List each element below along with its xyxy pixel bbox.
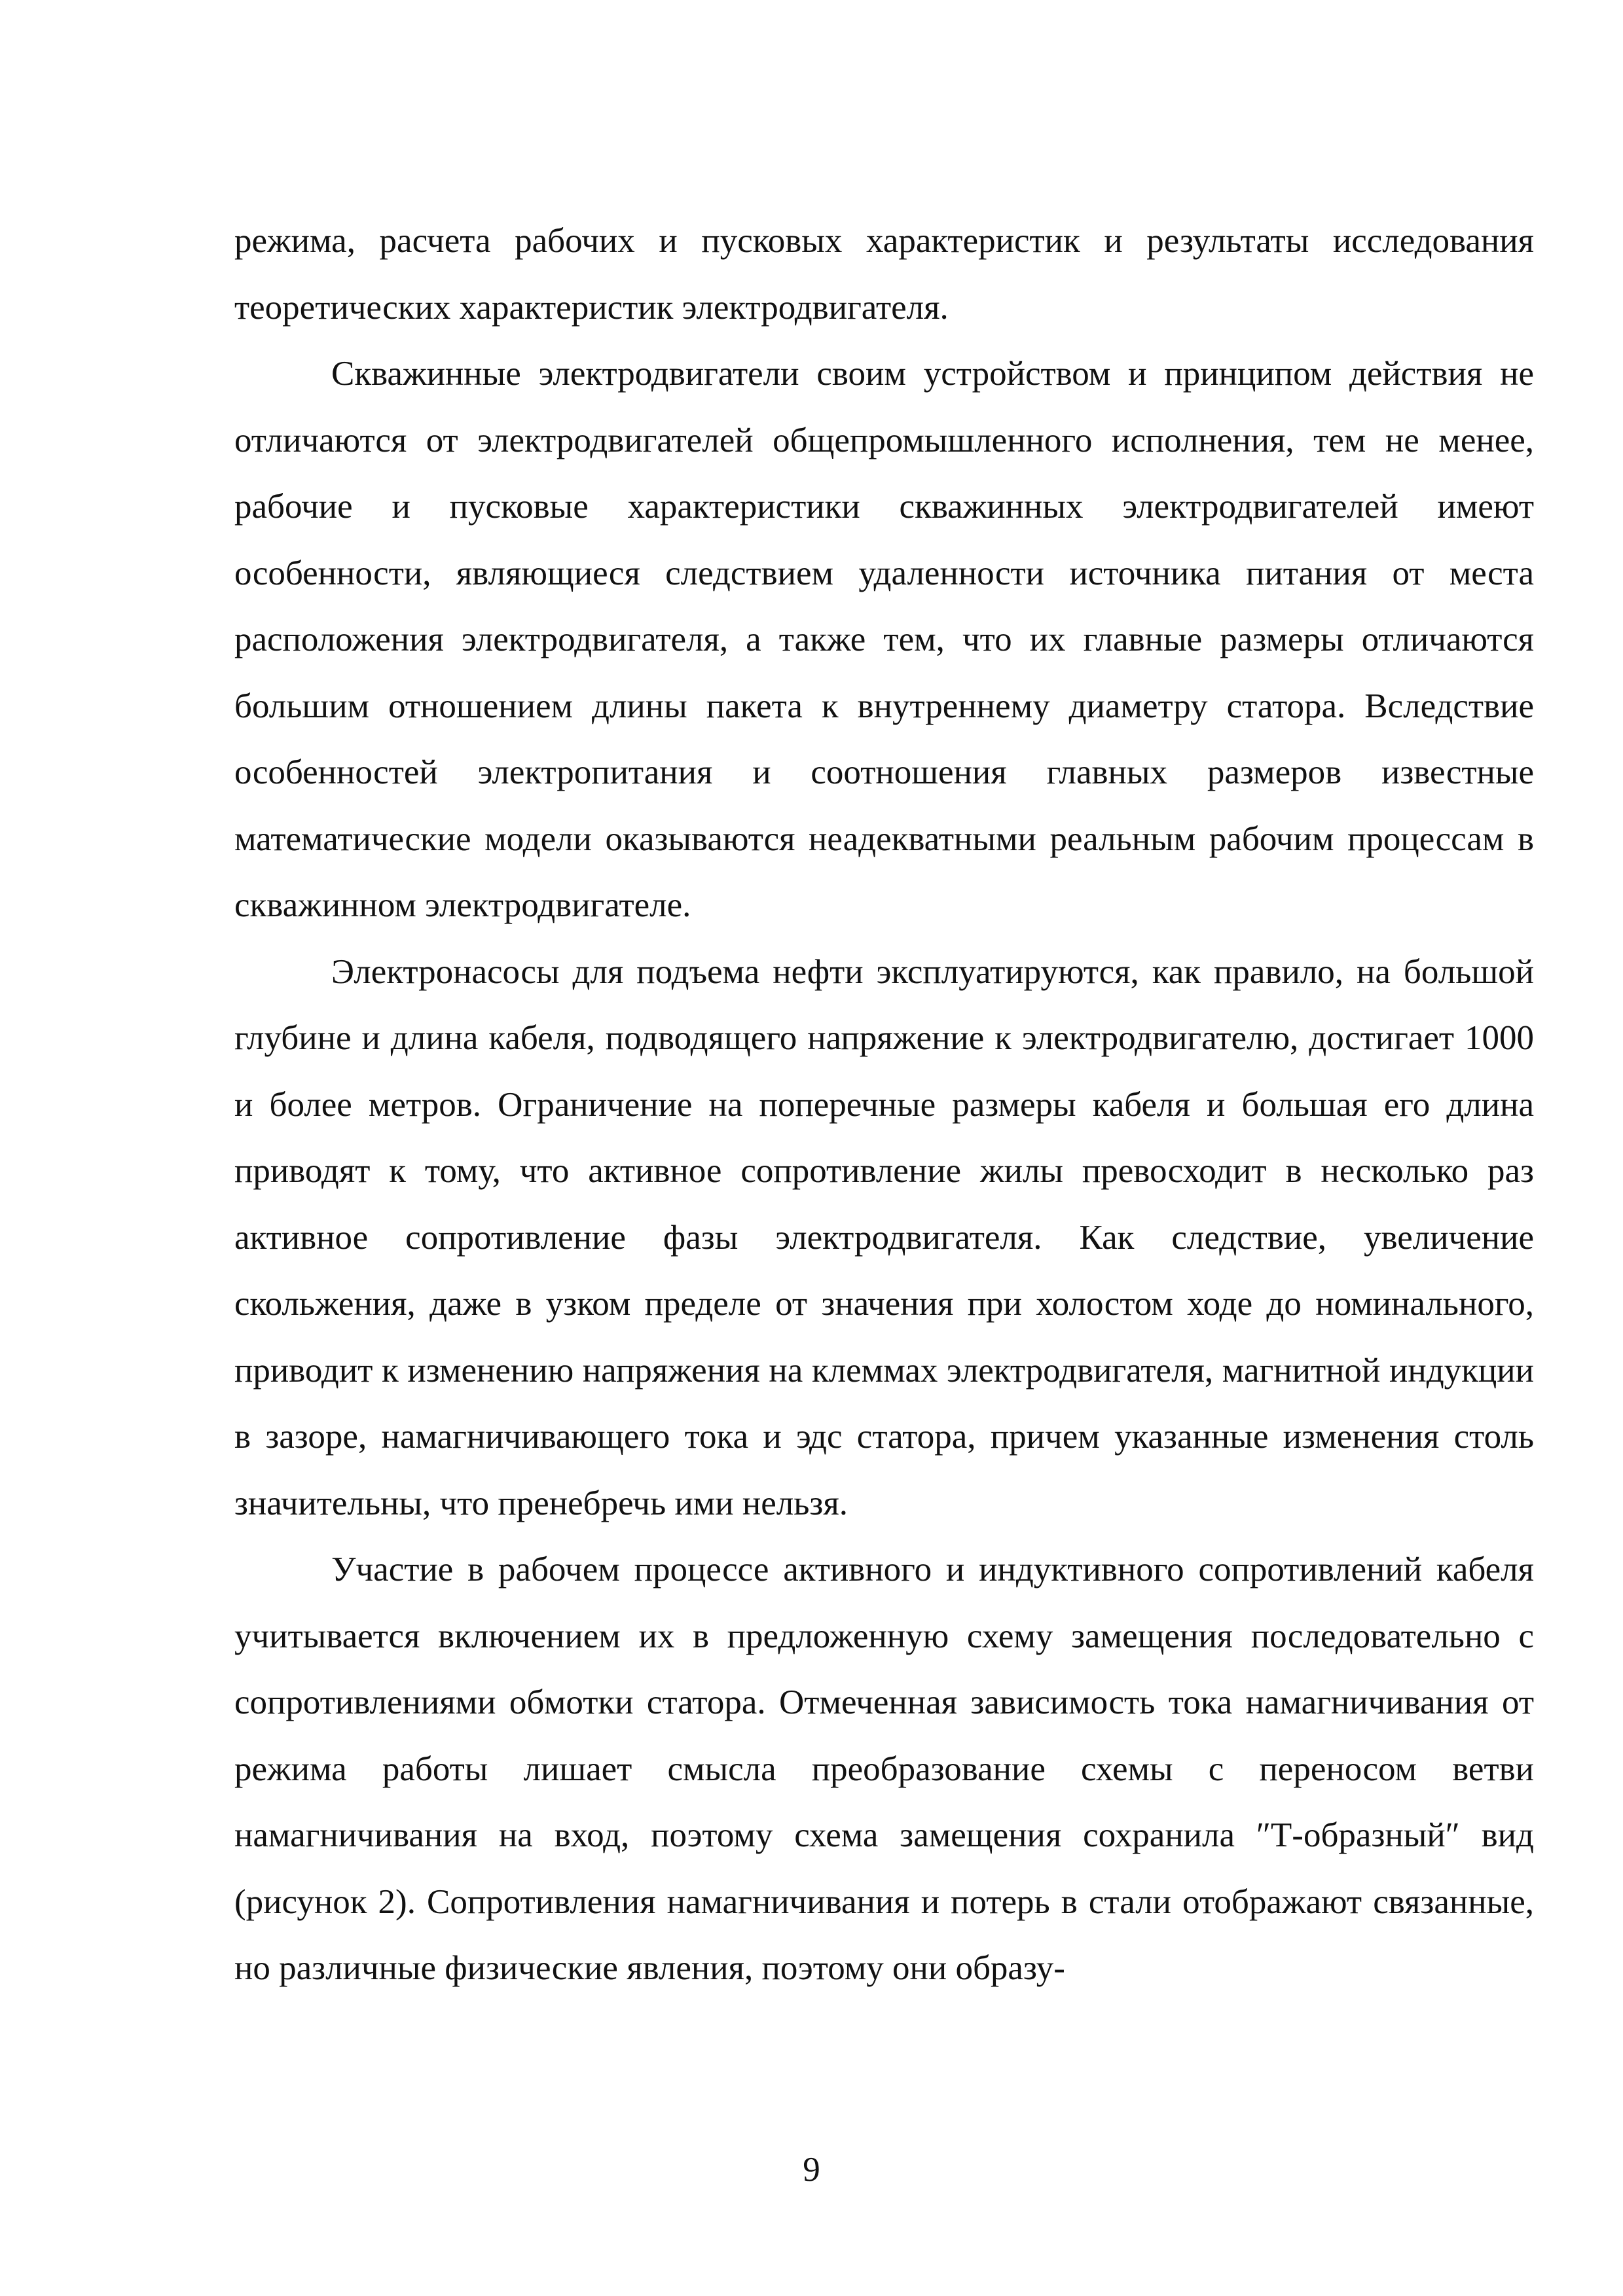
paragraph-borehole-motors: Скважинные электродвигатели своим устройством и принципом действия не отличаются от электродвигателей общепромышленного исполнения, тем не менее, рабочие и пусковые характеристики скважинных электродвигателей имеют особенности, являющиеся следствием удаленности источника питания от места расположения электродвигателя, а также тем, что их главные размеры отличаются большим отношением длины пакета к внутреннему диаметру статора. Вследствие особенностей электропитания и соотношения главных размеров известные математические модели оказываются неадекватными реальным рабочим процессам в скважинном электродвигателе. — [234, 355, 1534, 924]
page-number: 9 — [803, 2151, 820, 2189]
paragraph-continuation: режима, расчета рабочих и пусковых характеристик и результаты исследования теоретических характеристик электродвигателя. — [234, 222, 1534, 327]
paragraph-oil-pumps-cable: Электронасосы для подъема нефти эксплуатируются, как правило, на большой глубине и длина кабеля, подводящего напряжение к электродвигателю, достигает 1000 и более метров. Ограничение на поперечные размеры кабеля и большая его длина приводят к тому, что активное сопротивление жилы превосходит в несколько раз активное сопротивление фазы электродвигателя. Как следствие, увеличение скольжения, даже в узком пределе от значения при холостом ходе до номинального, приводит к изменению напряжения на клеммах электродвигателя, магнитной индукции в зазоре, намагничивающего тока и эдс статора, причем указанные изменения столь значительны, что пренебречь ими нельзя. — [234, 952, 1534, 1522]
body-text — [234, 208, 1534, 2002]
paragraph-equivalent-circuit: Участие в рабочем процессе активного и индуктивного сопротивлений кабеля учитывается включением их в предложенную схему замещения последовательно с сопротивлениями обмотки статора. Отмеченная зависимость тока намагничивания от режима работы лишает смысла преобразование схемы с переносом ветви намагничивания на вход, поэтому схема замещения сохранила ″Т-образный″ вид (рисунок 2). Сопротивления намагничивания и потерь в стали отображают связанные, но различные физические явления, поэтому они образу- — [234, 1551, 1534, 1987]
